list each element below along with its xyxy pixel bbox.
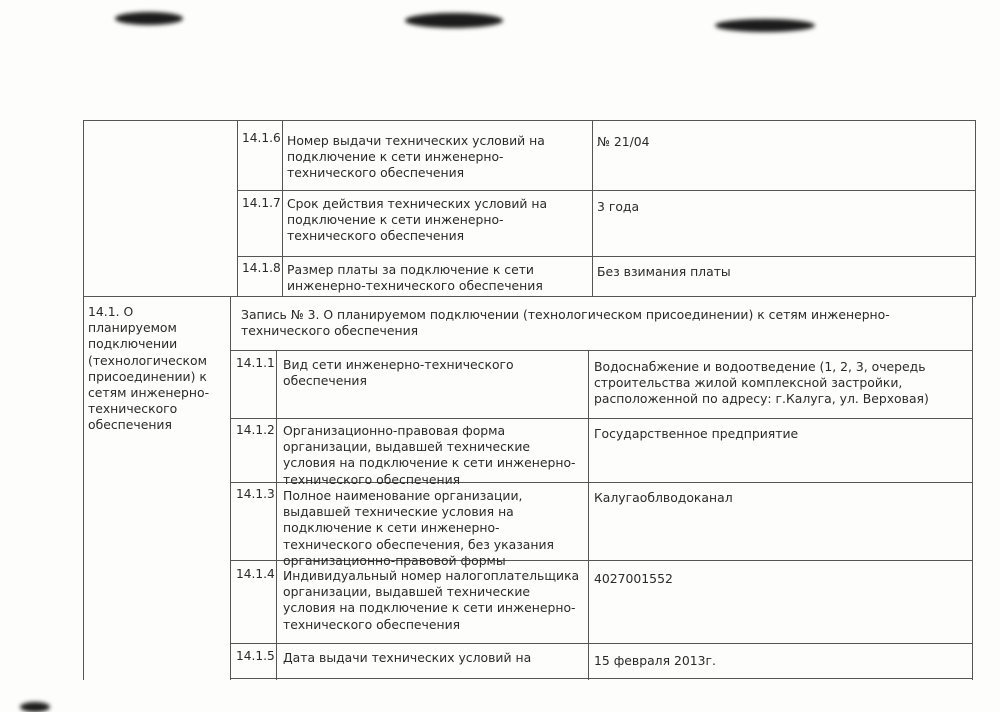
row-label: Срок действия технических условий на подключение к сети инженерно-технического обеспечения	[287, 196, 548, 244]
row-label: Индивидуальный номер налогоплательщика организации, выдавшей технические условия на подключение к сети инженерно-технического обеспечения	[283, 568, 580, 632]
row-number: 14.1.3	[236, 487, 275, 501]
row-number: 14.1.6	[242, 131, 281, 145]
row-value: 4027001552	[594, 571, 673, 586]
row-number: 14.1.2	[236, 423, 275, 437]
record-heading: Запись № 3. О планируемом подключении (технологическом присоединении) к сетям инженерно-технического обеспечения	[241, 307, 890, 339]
row-number: 14.1.1	[236, 356, 275, 370]
scan-smudge	[715, 19, 815, 32]
row-label: Полное наименование организации, выдавшей технические условия на подключение к сети инженерно-технического обеспечения, без указания организационно-правовой формы	[283, 488, 554, 568]
row-label: Размер платы за подключение к сети инженерно-технического обеспечения	[287, 262, 543, 294]
row-label: Организационно-правовая форма организации, выдавшей технические условия на подключение к сети инженерно-технического обеспечения	[283, 423, 576, 487]
section-title: 14.1. О планируемом подключении (технологическом присоединении) к сетям инженерно-технического обеспечения	[88, 304, 210, 433]
row-number: 14.1.8	[242, 261, 281, 275]
row-value: Водоснабжение и водоотведение (1, 2, 3, очередь строительства жилой комплексной застройки, расположенной по адресу: г.Калуга, ул. Верховая)	[594, 359, 929, 407]
row-number: 14.1.4	[236, 567, 275, 581]
row-value: № 21/04	[597, 134, 650, 149]
row-number: 14.1.7	[242, 196, 281, 210]
row-label: Номер выдачи технических условий на подключение к сети инженерно-технического обеспечения	[287, 133, 545, 181]
row-value: 15 февраля 2013г.	[594, 653, 716, 668]
row-label: Вид сети инженерно-технического обеспечения	[283, 357, 514, 389]
row-value: Без взимания платы	[597, 264, 731, 279]
scan-smudge	[405, 13, 503, 28]
row-value: Государственное предприятие	[594, 426, 799, 441]
scan-smudge	[115, 12, 183, 25]
row-value: Калугаоблводоканал	[594, 490, 733, 505]
scan-smudge	[20, 702, 50, 712]
row-value: 3 года	[597, 199, 640, 214]
row-label: Дата выдачи технических условий на	[283, 650, 532, 665]
row-number: 14.1.5	[236, 649, 275, 663]
